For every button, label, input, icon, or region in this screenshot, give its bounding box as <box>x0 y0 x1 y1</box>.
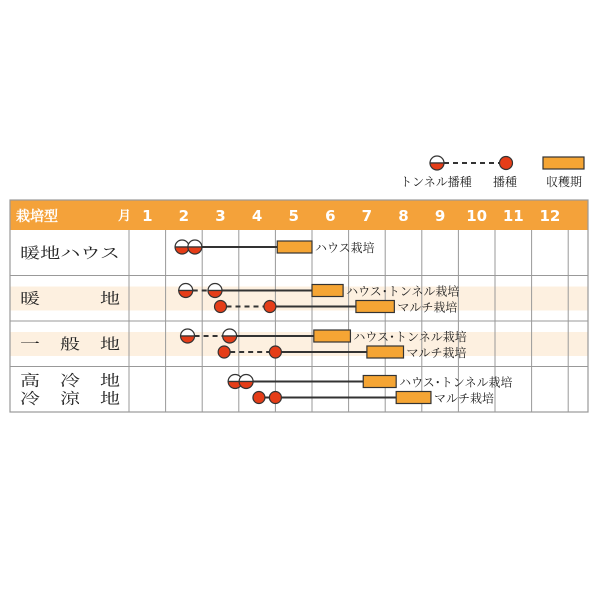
row-label-1: 暖 地 <box>20 289 120 308</box>
month-label-7: 7 <box>361 207 373 225</box>
legend-tunnel-label: トンネル播種 <box>400 175 472 189</box>
harvest-bar-icon <box>543 157 584 169</box>
series-5 <box>228 375 512 390</box>
tunnel-seeding-marker <box>223 329 237 343</box>
month-label-2: 2 <box>178 207 190 225</box>
month-label-3: 3 <box>215 207 226 225</box>
month-label-12: 12 <box>539 207 561 225</box>
series-label: ハウス･トンネル栽培 <box>346 284 460 299</box>
tunnel-marker-top <box>188 240 202 247</box>
seeding-marker <box>264 301 276 313</box>
row-label-0: 暖地ハウス <box>20 244 120 262</box>
series-6 <box>253 391 494 406</box>
tunnel-seeding-marker <box>175 240 189 254</box>
month-label-10: 10 <box>466 207 488 225</box>
series-label: マルチ栽培 <box>433 391 494 406</box>
row-labels <box>20 244 120 408</box>
seeding-marker <box>269 392 281 404</box>
series-label: ハウス栽培 <box>315 241 375 255</box>
tunnel-seeding-marker <box>188 240 202 254</box>
row-label-2: 一 般 地 <box>20 335 120 353</box>
tunnel-marker-bottom <box>175 247 189 254</box>
legend-harvest-label: 収穫期 <box>545 175 583 189</box>
tunnel-marker-top <box>430 156 444 163</box>
series-label: ハウス･トンネル栽培 <box>353 330 467 344</box>
tunnel-marker-bottom <box>188 247 202 254</box>
series-label: マルチ栽培 <box>406 346 467 360</box>
month-label-1: 1 <box>142 207 153 225</box>
month-label-11: 11 <box>502 207 524 225</box>
legend-seed-label: 播種 <box>492 175 518 189</box>
seeding-marker <box>269 346 281 358</box>
seed-icon <box>500 157 513 170</box>
tunnel-marker-top <box>208 284 222 291</box>
legend <box>400 156 584 189</box>
harvest-bar <box>277 241 312 253</box>
tunnel-seeding-marker <box>239 375 253 389</box>
harvest-bar <box>356 301 394 313</box>
series-label: マルチ栽培 <box>397 300 458 315</box>
tunnel-seeding-marker <box>208 284 222 298</box>
series-label: ハウス･トンネル栽培 <box>399 375 513 390</box>
tunnel-seeding-marker <box>179 284 193 298</box>
series <box>175 240 512 406</box>
harvest-bar <box>314 330 351 342</box>
header-month-label: 月 <box>118 209 132 224</box>
header-corner-label: 栽培型 <box>16 209 58 225</box>
row-label-3: 高 冷 地 <box>20 371 120 390</box>
tunnel-seeding-marker <box>430 156 444 170</box>
month-label-9: 9 <box>434 207 446 225</box>
seeding-marker <box>215 301 227 313</box>
month-label-8: 8 <box>398 207 409 225</box>
harvest-bar <box>363 376 396 388</box>
harvest-bar <box>396 392 431 404</box>
month-label-5: 5 <box>288 207 299 225</box>
series-0 <box>175 240 375 255</box>
tunnel-marker-top <box>223 329 237 336</box>
seeding-marker <box>218 346 230 358</box>
row-label-3: 冷 涼 地 <box>20 389 120 408</box>
month-label-6: 6 <box>325 207 336 225</box>
seeding-marker <box>253 392 265 404</box>
harvest-bar <box>312 285 343 297</box>
tunnel-marker-bottom <box>239 382 253 389</box>
tunnel-marker-bottom <box>430 163 444 170</box>
month-label-4: 4 <box>251 207 263 225</box>
tunnel-marker-top <box>239 375 253 382</box>
tunnel-marker-top <box>175 240 189 247</box>
tunnel-seeding-marker <box>181 329 195 343</box>
header-bar <box>10 200 588 230</box>
tunnel-marker-top <box>181 329 195 336</box>
tunnel-seeding-icon <box>430 156 444 170</box>
harvest-bar <box>367 346 404 358</box>
tunnel-marker-top <box>179 284 193 291</box>
